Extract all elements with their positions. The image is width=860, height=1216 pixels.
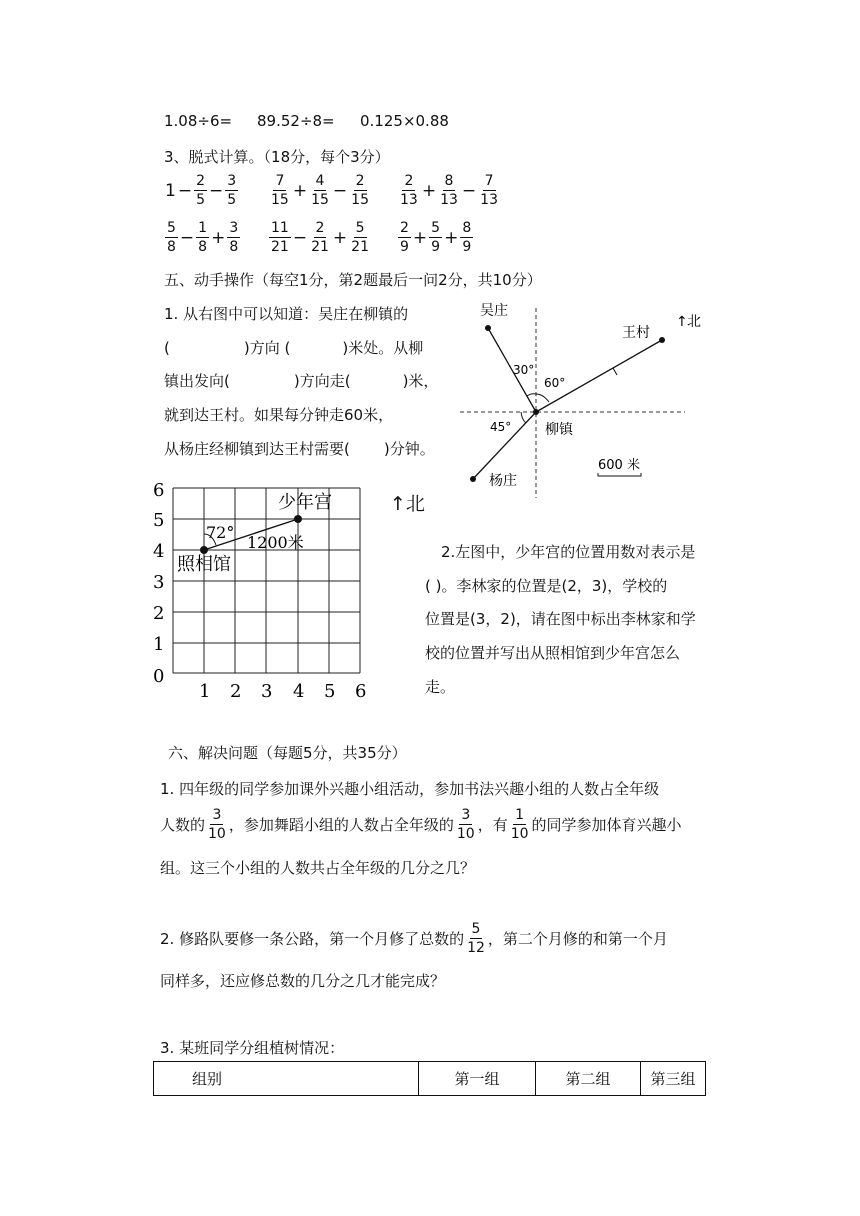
section6-title: 六、解决问题（每题5分，共35分） (168, 744, 407, 762)
angle-30-label: 30° (513, 363, 535, 377)
q1-line2: ( )方向 ( )米处。从柳 (164, 339, 424, 357)
coordinate-grid (150, 478, 390, 703)
y-axis-labels (153, 480, 164, 687)
expr5-op1: − (292, 227, 308, 248)
x-label-1: 1 (199, 681, 211, 702)
expr6-frac1: $\frac{2}{9}$ (400, 220, 409, 255)
grid-north-indicator (390, 489, 425, 516)
q2-line1: 2.左图中，少年宫的位置用数对表示是 (441, 543, 696, 561)
expr4-frac2: $\frac{1}{8}$ (198, 220, 208, 255)
expr4-frac3: $\frac{3}{8}$ (229, 220, 239, 255)
expr1-frac1: $\frac{2}{5}$ (196, 173, 205, 208)
p1-frac2: $\frac{3}{10}$ (456, 807, 475, 842)
expression-6 (397, 219, 474, 256)
map-north-arrow: ↑ (676, 314, 688, 330)
expr3-frac1: $\frac{2}{13}$ (400, 173, 418, 208)
q1-line5: 从杨庄经柳镇到达王村需要( )分钟。 (164, 440, 435, 458)
expr4-op1: − (179, 227, 195, 248)
q2-line2: ( )。李林家的位置是(2，3)，学校的 (425, 577, 668, 595)
arc-30 (527, 394, 536, 396)
north-arrow-icon: ↑ (390, 493, 406, 515)
expr6-frac2: $\frac{5}{9}$ (431, 220, 441, 255)
expr3-op2: − (461, 180, 477, 201)
scale-label: 600 米 (598, 458, 640, 473)
expression-5 (268, 219, 372, 256)
q1-line3: 镇出发向( )方向走( )米， (164, 372, 439, 390)
y-label-4: 4 (153, 541, 165, 562)
x-label-6: 6 (355, 681, 367, 702)
expr2-op1: + (292, 180, 308, 201)
division-2: 89.52÷8= (257, 112, 335, 130)
q1-line1: 1. 从右图中可以知道：吴庄在柳镇的 (164, 305, 409, 323)
section3-title: 3、脱式计算。（18分，每个3分） (164, 148, 390, 166)
expr3-frac2: $\frac{8}{13}$ (440, 173, 458, 208)
q1-line4: 就到达王村。如果每分钟走60米， (164, 406, 394, 424)
shaoniangong-label: 少年宫 (278, 492, 332, 513)
planting-table (153, 1061, 706, 1096)
y-label-2: 2 (153, 603, 165, 624)
yangzhuang-label: 杨庄 (489, 473, 517, 489)
expr1-frac2: $\frac{3}{5}$ (227, 173, 237, 208)
x-label-5: 5 (324, 681, 336, 702)
p1-line3: 组。这三个小组的人数共占全年级的几分之几？ (160, 859, 476, 877)
grid-north-label: 北 (405, 493, 425, 515)
expr1-op1: − (209, 180, 224, 201)
expression-1 (164, 172, 239, 209)
division-1: 1.08÷6= (164, 112, 233, 130)
arc-60 (536, 394, 549, 402)
distance-label: 1200米 (247, 533, 304, 552)
expr1-op0: − (177, 180, 193, 201)
expr2-frac2: $\frac{4}{15}$ (311, 173, 329, 208)
x-label-4: 4 (293, 681, 305, 702)
expr5-frac2: $\frac{2}{21}$ (311, 220, 329, 255)
y-label-5: 5 (153, 510, 165, 531)
expr3-frac3: $\frac{7}{13}$ (480, 173, 498, 208)
expr3-op1: + (421, 180, 437, 201)
table-cell: 第一组 (419, 1062, 536, 1096)
direction-map (455, 298, 715, 503)
expr2-frac1: $\frac{7}{15}$ (271, 173, 289, 208)
y-label-1: 1 (153, 634, 165, 655)
table-row (154, 1062, 706, 1096)
angle-60-label: 60° (544, 376, 566, 390)
q2-line5: 走。 (425, 678, 456, 696)
x-axis-labels (199, 681, 366, 702)
expr6-op1: + (412, 227, 428, 248)
arc-45 (521, 412, 526, 423)
expr6-frac3: $\frac{8}{9}$ (462, 220, 472, 255)
expr6-op2: + (444, 227, 459, 248)
expr1-lead: 1 (165, 180, 176, 201)
zhaoxiangguan-point (200, 546, 208, 554)
expression-2 (268, 172, 372, 209)
p1-line2: 人数的 $\frac{3}{10}$ ，参加舞蹈小组的人数占全年级的 $\frac{3}{10}$ ，有 $\frac{1}{10}$ 的同学参加体育兴趣小 (160, 807, 682, 842)
zhaoxiangguan-label: 照相馆 (177, 554, 231, 575)
x-label-3: 3 (261, 681, 273, 702)
angle-label: 72° (206, 523, 235, 542)
grid-lines (173, 488, 360, 673)
expr2-frac3: $\frac{2}{15}$ (351, 173, 369, 208)
expr4-op2: + (211, 227, 226, 248)
table-cell: 第三组 (641, 1062, 706, 1096)
x-label-2: 2 (230, 681, 242, 702)
p3-title: 3. 某班同学分组植树情况： (160, 1039, 345, 1057)
shaoniangong-point (294, 515, 302, 523)
liuzhen-label: 柳镇 (545, 422, 573, 438)
liuzhen-point (533, 409, 539, 415)
y-label-6: 6 (153, 480, 165, 501)
p1-line1: 1. 四年级的同学参加课外兴趣小组活动，参加书法兴趣小组的人数占全年级 (160, 780, 660, 798)
q2-line4: 校的位置并写出从照相馆到少年宫怎么 (425, 644, 681, 662)
wangcun-label: 王村 (622, 325, 650, 341)
p1-frac3: $\frac{1}{10}$ (510, 807, 529, 842)
y-label-0: 0 (153, 666, 165, 687)
map-north-label: 北 (687, 314, 701, 330)
tick-mark (613, 368, 617, 375)
wuzhuang-point (485, 325, 491, 331)
expression-4 (164, 219, 241, 256)
wuzhuang-label: 吴庄 (480, 303, 508, 319)
p1-frac1: $\frac{3}{10}$ (208, 807, 226, 842)
p2-line1: 2. 修路队要修一条公路，第一个月修了总数的 $\frac{5}{12}$ ，第二个月修的和第一个月 (160, 921, 668, 956)
p2-line2: 同样多，还应修总数的几分之几才能完成？ (160, 972, 446, 990)
yangzhuang-point (470, 476, 476, 482)
expr5-frac1: $\frac{11}{21}$ (271, 220, 289, 255)
y-label-3: 3 (153, 572, 165, 593)
expr4-frac1: $\frac{5}{8}$ (167, 220, 176, 255)
table-cell: 组别 (154, 1062, 419, 1096)
p2-frac: $\frac{5}{12}$ (467, 921, 485, 956)
table-cell: 第二组 (536, 1062, 641, 1096)
expr5-frac3: $\frac{5}{21}$ (351, 220, 369, 255)
division-3: 0.125×0.88 (360, 112, 449, 130)
wangcun-point (659, 337, 665, 343)
section5-title: 五、动手操作（每空1分，第2题最后一问2分，共10分） (164, 271, 542, 289)
angle-45-label: 45° (490, 420, 512, 434)
scale-bar (598, 473, 641, 476)
q2-line3: 位置是(3，2)，请在图中标出李林家和学 (425, 610, 696, 628)
expression-3 (397, 172, 501, 209)
expr2-op2: − (332, 180, 348, 201)
expr5-op2: + (332, 227, 348, 248)
